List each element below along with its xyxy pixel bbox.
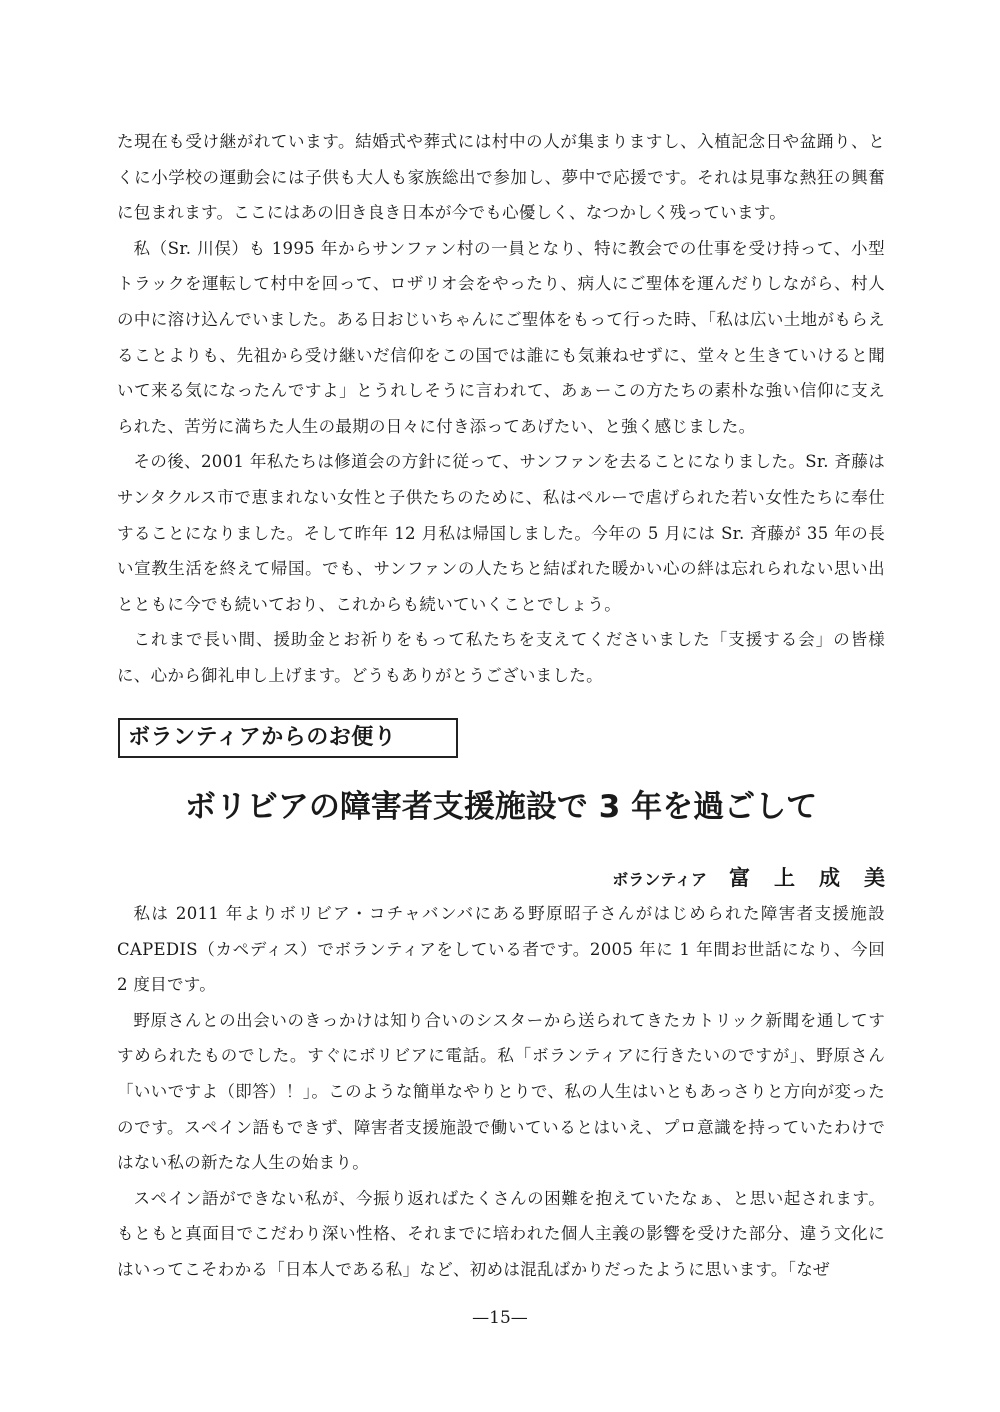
article-body bbox=[117, 896, 885, 1288]
intro-paragraph-3: その後、2001 年私たちは修道会の方針に従って、サンファンを去ることになりました。Sr. 斉藤はサンタクルス市で恵まれない女性と子供たちのために、私はペルーで虐げられた若い女性たちに奉仕することになりました。そして昨年 12 月私は帰国しました。今年の 5 月には Sr. 斉藤が 35 年の長い宣教生活を終えて帰国。でも、サンファンの人たちと結ばれた暖かい心の絆は忘れられない思い出とともに今でも続いており、これからも続いていくことでしょう。 bbox=[117, 452, 885, 614]
page-number: —15— bbox=[472, 1308, 528, 1328]
article-paragraph-1: 私は 2011 年よりボリビア・コチャバンバにある野原昭子さんがはじめられた障害者支援施設 CAPEDIS（カペディス）でボランティアをしている者です。2005 年に 1 年間お世話になり、今回 2 度目です。 bbox=[117, 904, 885, 995]
byline-role: ボランティア bbox=[612, 870, 707, 889]
intro-paragraph-4: これまで長い間、援助金とお祈りをもって私たちを支えてくださいました「支援する会」の皆様に、心から御礼申し上げます。どうもありがとうございました。 bbox=[117, 630, 885, 685]
intro-text bbox=[117, 124, 885, 694]
article-paragraph-2: 野原さんとの出会いのきっかけは知り合いのシスターから送られてきたカトリック新聞を通してすすめられたものでした。すぐにボリビアに電話。私「ボランティアに行きたいのですが」、野原さん「いいですよ（即答）！」。このような簡単なやりとりで、私の人生はいともあっさりと方向が変ったのです。スペイン語もできず、障害者支援施設で働いているとはいえ、プロ意識を持っていたわけではない私の新たな人生の始まり。 bbox=[117, 1010, 885, 1173]
intro-paragraph-2: 私（Sr. 川俣）も 1995 年からサンファン村の一員となり、特に教会での仕事を受け持って、小型トラックを運転して村中を回って、ロザリオ会をやったり、病人にご聖体を運んだりしながら、村人の中に溶け込んでいました。ある日おじいちゃんにご聖体をもって行った時、「私は広い土地がもらえることよりも、先祖から受け継いだ信仰をこの国では誰にも気兼ねせずに、堂々と生きていけると聞いて来る気になったんですよ」とうれしそうに言われて、あぁーこの方たちの素朴な強い信仰に支えられた、苦労に満ちた人生の最期の日々に付き添ってあげたい、と強く感じました。 bbox=[117, 238, 885, 436]
article-title: ボリビアの障害者支援施設で 3 年を過ごして bbox=[184, 789, 818, 825]
byline bbox=[612, 862, 909, 892]
byline-author: 富上成美 bbox=[729, 866, 909, 890]
article-paragraph-3: スペイン語ができない私が、今振り返ればたくさんの困難を抱えていたなぁ、と思い起されます。もともと真面目でこだわり深い性格、それまでに培われた個人主義の影響を受けた部分、違う文化にはいってこそわかる「日本人である私」など、初めは混乱ばかりだったように思います。「なぜ bbox=[117, 1188, 885, 1279]
intro-paragraph-1: た現在も受け継がれています。結婚式や葬式には村中の人が集まりますし、入植記念日や盆踊り、とくに小学校の運動会には子供も大人も家族総出で参加し、夢中で応援です。それは見事な熱狂の興奮に包まれます。ここにはあの旧き良き日本が今でも心優しく、なつかしく残っています。 bbox=[117, 132, 885, 223]
section-label: ボランティアからのお便り bbox=[118, 718, 458, 758]
